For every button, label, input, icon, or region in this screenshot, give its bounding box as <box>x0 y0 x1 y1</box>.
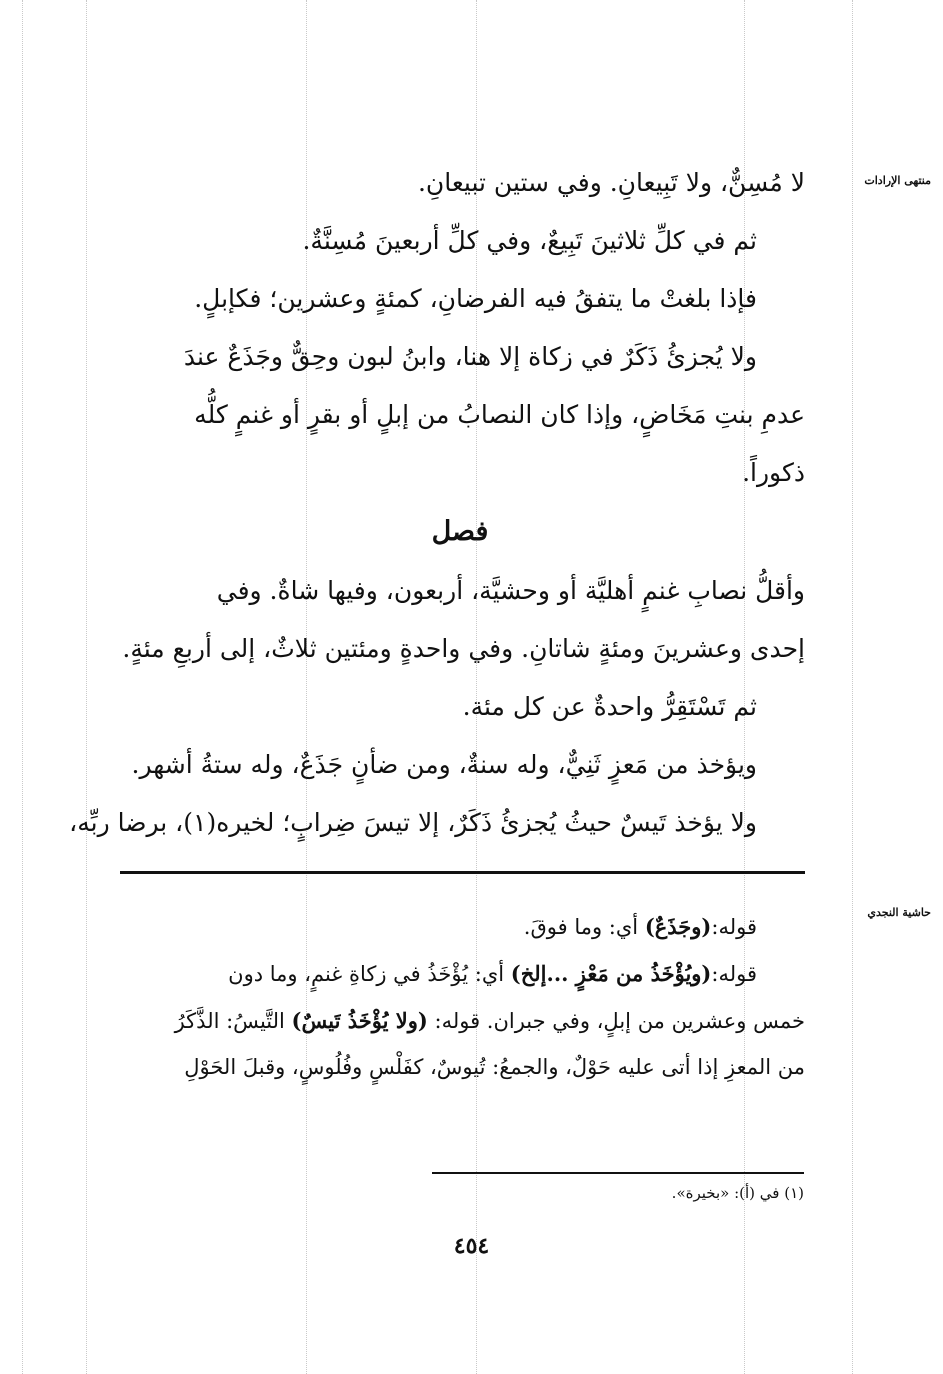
hashiya-line <box>115 903 805 950</box>
hashiya-quoted-term: (ويُؤْخَذُ من مَعْزٍ ...إلخ) <box>510 961 712 986</box>
sidebar-label-matn: منتهى الإرادات <box>864 174 931 187</box>
divider-rule <box>120 871 805 874</box>
section-title: فصل <box>431 516 489 547</box>
sidebar-label-hashiya: حاشية النجدي <box>867 906 931 919</box>
text-line: ثم تَسْتَقِرُّ واحدةٌ عن كل مئة. <box>462 692 757 721</box>
scan-guide-line <box>22 0 23 1374</box>
text-line: وأقلُّ نصابِ غنمٍ أهليَّة أو وحشيَّة، أربعون، وفيها شاةٌ. وفي <box>216 576 805 605</box>
hashiya-gloss: التَّيسُ: الذَّكَرُ <box>174 1009 292 1033</box>
footnote: (١) في (أ): «بخيرة». <box>671 1184 804 1202</box>
hashiya-quoted-term: (ولا يُؤْخَذُ تَيسٌ) <box>291 1008 428 1033</box>
text-line: عدمِ بنتِ مَخَاضٍ، وإذا كان النصابُ من إبلٍ أو بقرٍ أو غنمٍ كلُّه <box>194 400 805 429</box>
text-line: إحدى وعشرينَ ومئةٍ شاتانِ. وفي واحدةٍ ومئتين ثلاثٌ، إلى أربعِ مئةٍ. <box>122 634 805 663</box>
hashiya-line <box>115 950 805 997</box>
footnote-rule <box>432 1172 804 1174</box>
hashiya-prefix: قوله: <box>711 962 757 986</box>
hashiya-gloss: أي: وما فوقَ. <box>523 915 645 939</box>
text-line: فإذا بلغتْ ما يتفقُ فيه الفرضانِ، كمئةٍ وعشرين؛ فكإبلٍ. <box>194 284 757 313</box>
main-text <box>69 154 805 852</box>
hashiya-quoted-term: (وجَذَعٌ) <box>644 914 712 939</box>
text-line: لا مُسِنٌّ، ولا تَبِيعانِ. وفي ستين تبيعانِ. <box>417 168 805 197</box>
hashiya-line <box>115 997 805 1044</box>
hashiya-line: من المعزِ إذا أتى عليه حَوْلٌ، والجمعُ: تُيوسٌ، كفَلْسٍ وفُلُوسٍ، وقبلَ الحَوْلِ <box>184 1055 805 1079</box>
text-line: ولا يؤخذ تَيسٌ حيثُ يُجزئُ ذَكَرٌ، إلا تيسَ ضِرابٍ؛ لخيره(١)، برضا ربِّه، <box>69 808 757 837</box>
text-line: ولا يُجزئُ ذَكَرٌ في زكاة إلا هنا، وابنُ لبون وحِقٌّ وجَذَعٌ عندَ <box>183 342 757 371</box>
hashiya-text-run: خمس وعشرين من إبلٍ، وفي جبران. قوله: <box>427 1009 805 1033</box>
scan-guide-line <box>852 0 853 1374</box>
text-line: ثم في كلِّ ثلاثينَ تَبِيعٌ، وفي كلِّ أربعينَ مُسِنَّةٌ. <box>302 226 757 255</box>
hashiya-prefix: قوله: <box>711 915 757 939</box>
text-line: ويؤخذ من مَعزٍ ثَنِيٌّ، وله سنةٌ، ومن ضأنٍ جَذَعٌ، وله ستةُ أشهر. <box>131 750 757 779</box>
text-line: ذكوراً. <box>742 458 805 487</box>
hashiya-text <box>115 903 805 1091</box>
hashiya-gloss: أي: يُؤْخَذُ في زكاةِ غنمٍ، وما دون <box>228 962 511 986</box>
scan-guide-line <box>86 0 87 1374</box>
page-number: ٤٥٤ <box>453 1233 490 1259</box>
